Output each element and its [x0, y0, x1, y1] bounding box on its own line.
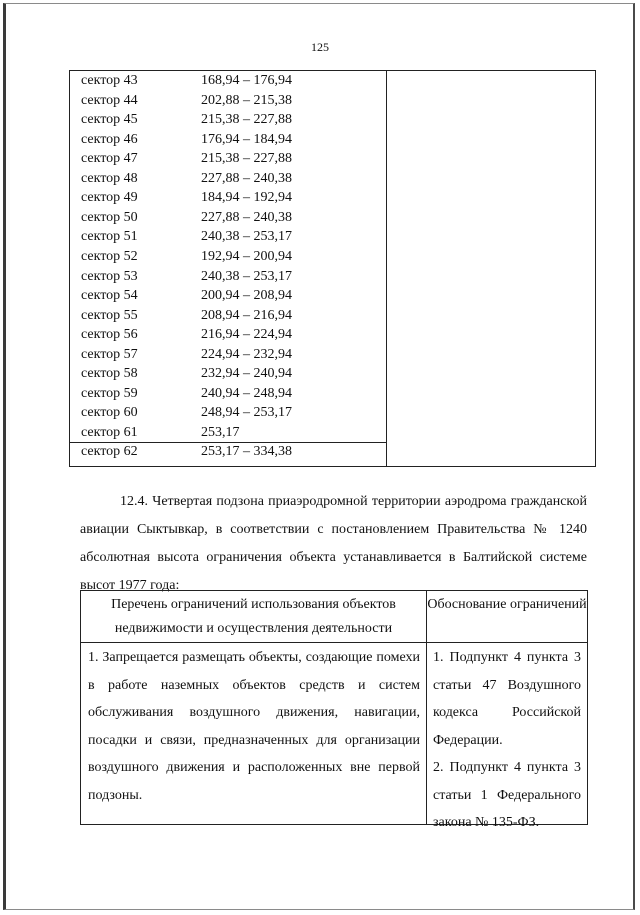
sector-range: 253,17: [201, 424, 240, 440]
sector-range: 216,94 – 224,94: [201, 327, 292, 343]
sector-range: 240,94 – 248,94: [201, 385, 292, 401]
sector-name: сектор 45: [81, 112, 138, 128]
sector-name: сектор 47: [81, 151, 138, 167]
sector-range: 215,38 – 227,88: [201, 151, 292, 167]
sector-name: сектор 51: [81, 229, 138, 245]
sector-range: 176,94 – 184,94: [201, 131, 292, 147]
sector-range: 232,94 – 240,94: [201, 366, 292, 382]
sector-name: сектор 52: [81, 248, 138, 264]
table-row: [70, 247, 386, 267]
sector-name: сектор 62: [81, 444, 138, 460]
table-row: [70, 384, 386, 404]
sector-name: сектор 58: [81, 366, 138, 382]
sector-range: 253,17 – 334,38: [201, 444, 292, 460]
section-12-4-paragraph: [80, 488, 587, 600]
sector-name: сектор 50: [81, 209, 138, 225]
sector-name: сектор 46: [81, 131, 138, 147]
sector-range: 208,94 – 216,94: [201, 307, 292, 323]
restrictions-column-divider: [426, 591, 427, 824]
header-justification: Обоснование ограничений: [427, 597, 587, 612]
sector-range: 227,88 – 240,38: [201, 170, 292, 186]
table-column-divider: [386, 71, 387, 466]
sector-name: сектор 59: [81, 385, 138, 401]
sector-name: сектор 54: [81, 288, 138, 304]
sector-name: сектор 48: [81, 170, 138, 186]
sector-name: сектор 61: [81, 424, 138, 440]
sector-range: 184,94 – 192,94: [201, 190, 292, 206]
justification-item-1: 1. Подпункт 4 пункта 3 статьи 47 Воздушного кодекса Российской Федерации.: [433, 650, 581, 748]
sector-range: 240,38 – 253,17: [201, 229, 292, 245]
sector-name: сектор 44: [81, 92, 138, 108]
restrictions-header-divider: [81, 642, 587, 643]
restrictions-table: [80, 590, 588, 830]
table-row: [70, 130, 386, 150]
table-row: [70, 110, 386, 130]
sector-range: 215,38 – 227,88: [201, 112, 292, 128]
table-row: [70, 442, 386, 462]
table-row: [70, 423, 386, 443]
sector-range: 168,94 – 176,94: [201, 73, 292, 88]
sector-name: сектор 53: [81, 268, 138, 284]
table-row: [70, 169, 386, 189]
table-row: [70, 364, 386, 384]
table-row: [70, 227, 386, 247]
table-row: [70, 325, 386, 345]
sector-range: 240,38 – 253,17: [201, 268, 292, 284]
sector-range: 227,88 – 240,38: [201, 209, 292, 225]
page-number: 125: [311, 40, 329, 54]
sector-range: 200,94 – 208,94: [201, 288, 292, 304]
table-row: [70, 71, 386, 91]
table-row: [70, 188, 386, 208]
sector-range: 248,94 – 253,17: [201, 405, 292, 421]
table-row: [70, 208, 386, 228]
table-row: [70, 403, 386, 423]
table-row: [70, 149, 386, 169]
justification-item-2: 2. Подпункт 4 пункта 3 статьи 1 Федерального закона № 135-ФЗ.: [433, 760, 581, 830]
header-restrictions-list: Перечень ограничений использования объектов недвижимости и осуществления деятельности: [111, 597, 396, 636]
sector-name: сектор 60: [81, 405, 138, 421]
table-row: [70, 306, 386, 326]
sector-name: сектор 56: [81, 327, 138, 343]
sector-range: 192,94 – 200,94: [201, 248, 292, 264]
paragraph-text: 12.4. Четвертая подзона приаэродромной территории аэродрома гражданской авиации Сыктывкар, в соответствии с постановлением Правительства № 1240 абсолютная высота ограничения объекта устанавливается в Балтийской системе высот 1977 года:: [80, 494, 587, 593]
restriction-item-1: 1. Запрещается размещать объекты, создающие помехи в работе наземных объектов средств и систем обслуживания воздушного движения, навигации, посадки и связи, предназначенных для организации воздушного движения и расположенных вне первой подзоны.: [88, 650, 420, 803]
sector-name: сектор 55: [81, 307, 138, 323]
table-row: [70, 267, 386, 287]
sector-name: сектор 49: [81, 190, 138, 206]
sector-range: 224,94 – 232,94: [201, 346, 292, 362]
last-row-separator: [70, 442, 386, 443]
sector-table: [69, 70, 596, 467]
sector-name: сектор 57: [81, 346, 138, 362]
table-row: [70, 91, 386, 111]
justification-cell: [433, 644, 581, 837]
sector-name: сектор 43: [81, 73, 138, 88]
sector-range: 202,88 – 215,38: [201, 92, 292, 108]
table-row: [70, 345, 386, 365]
table-row: [70, 286, 386, 306]
